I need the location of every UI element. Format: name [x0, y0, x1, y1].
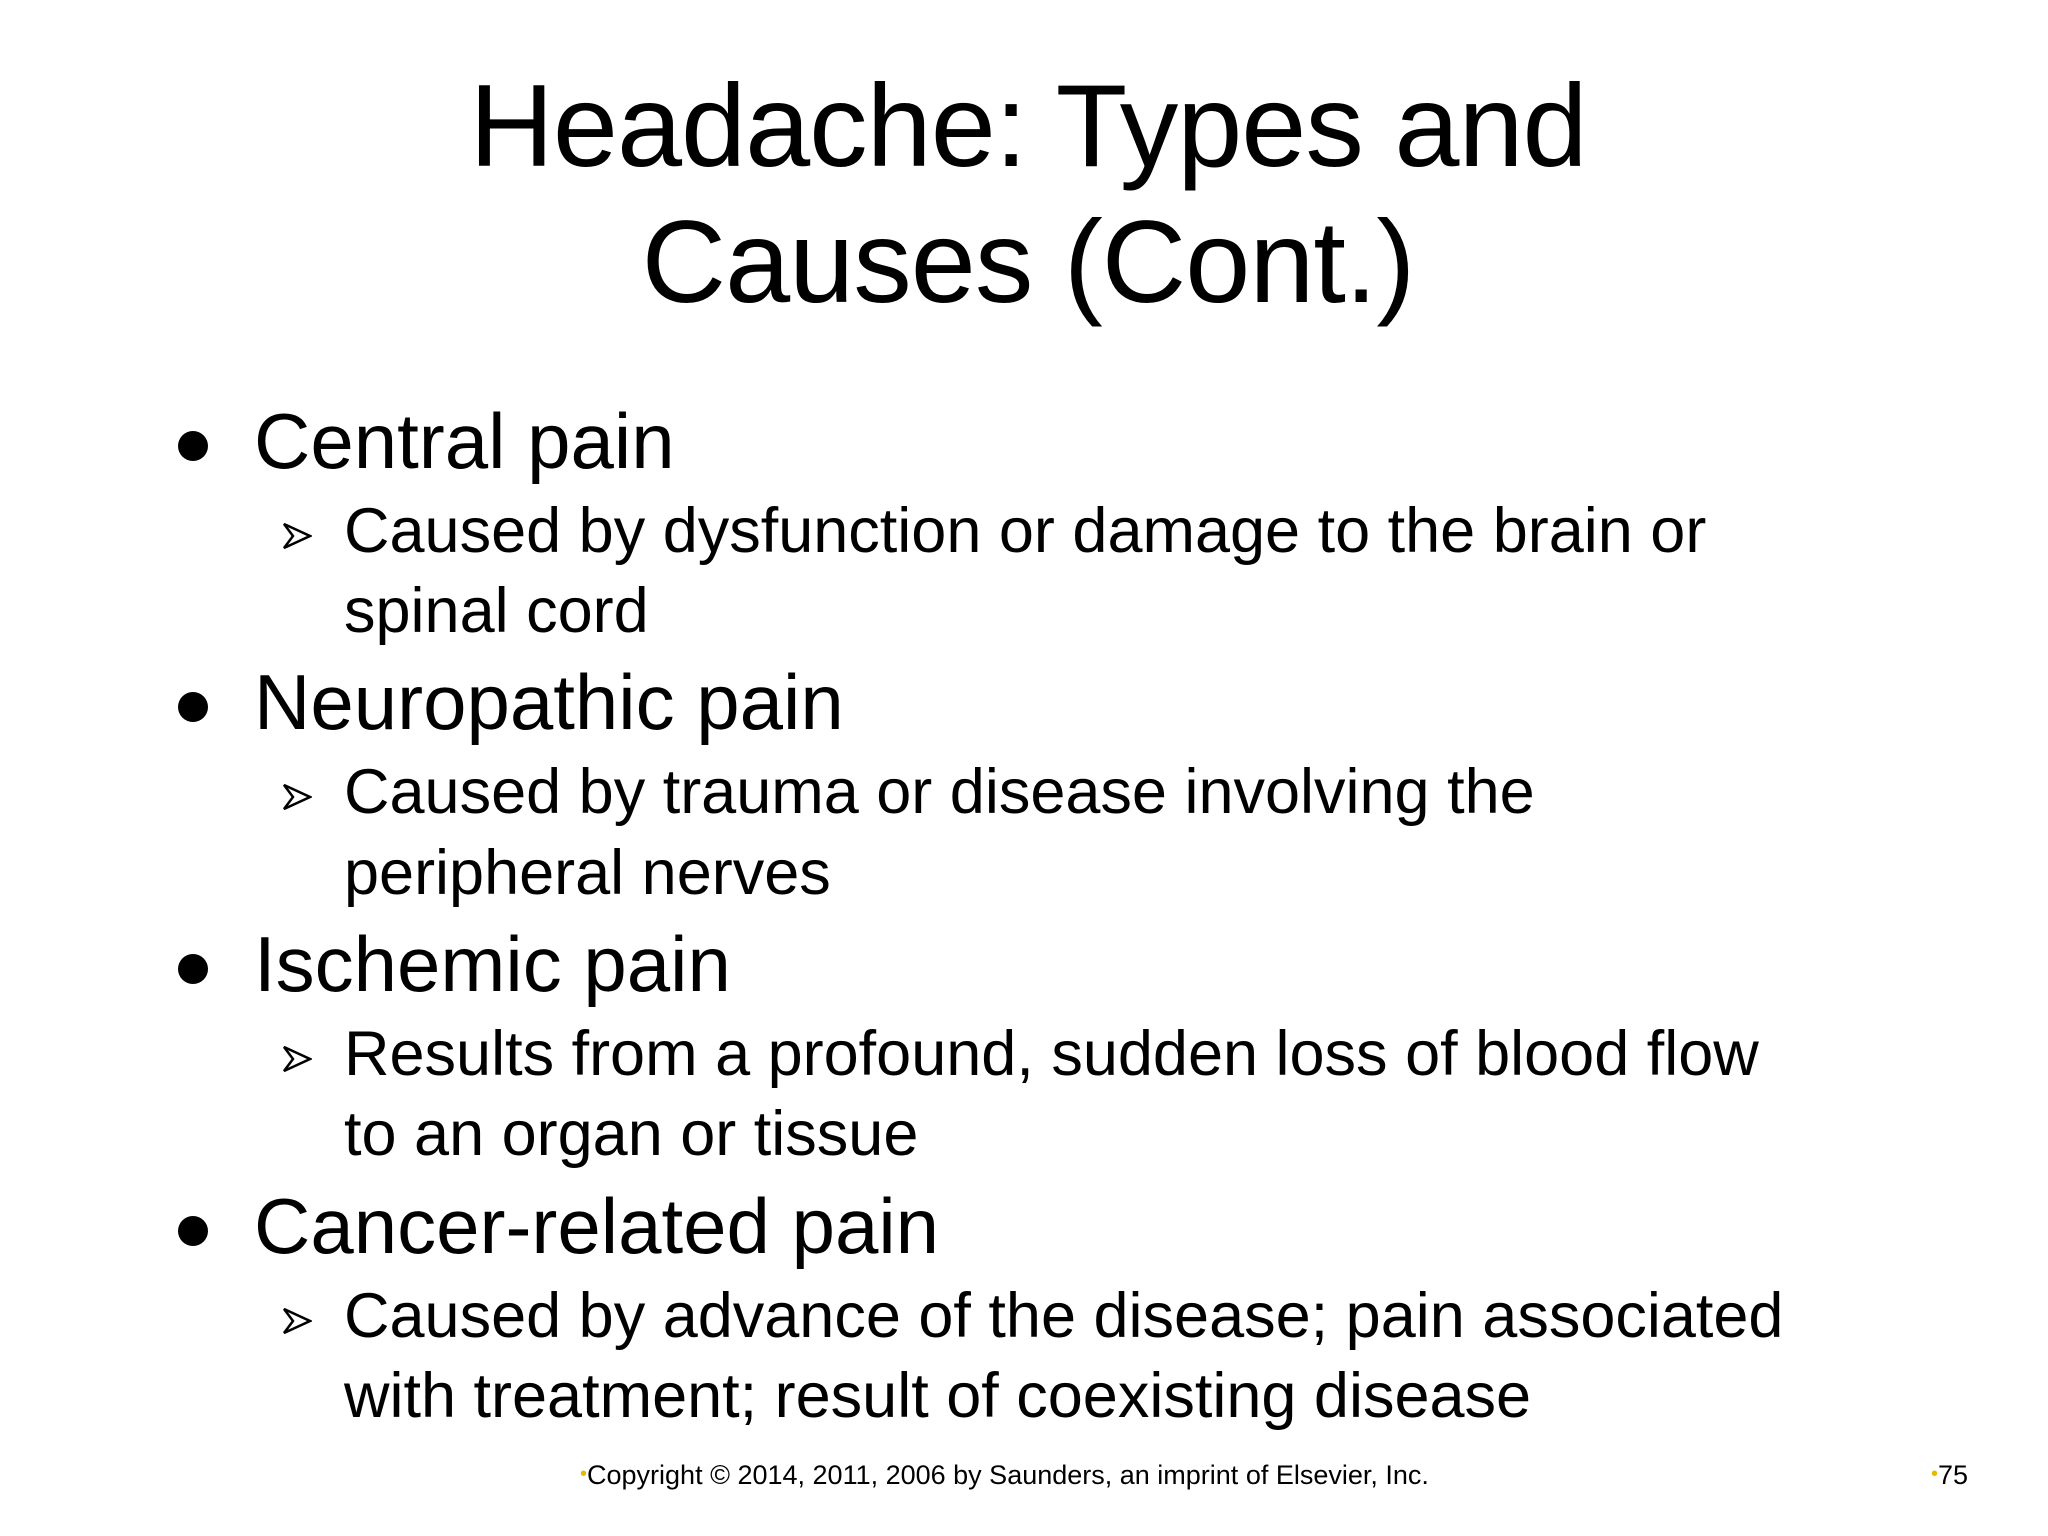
- sub-point-line: with treatment; result of coexisting disease: [344, 1361, 1532, 1431]
- arrowhead-bullet-icon: [282, 782, 312, 812]
- sub-point-line: spinal cord: [344, 576, 649, 646]
- copyright-footer: [580, 1457, 1429, 1492]
- bullet-heading-neuropathic-pain: Neuropathic pain: [254, 658, 844, 746]
- arrowhead-bullet-icon: [282, 521, 312, 551]
- bullet-dot-icon: [178, 954, 208, 984]
- bullet-heading-cancer-related-pain: Cancer-related pain: [254, 1182, 940, 1270]
- slide-title-line-2: Causes (Cont.): [641, 196, 1415, 327]
- page-number-footer: [1931, 1457, 1968, 1492]
- bullet-dot-icon: [178, 1216, 208, 1246]
- sub-point-line: Caused by trauma or disease involving the: [344, 757, 1535, 827]
- sub-point-line: Caused by advance of the disease; pain associated: [344, 1281, 1784, 1351]
- footer-dot-icon: •: [1931, 1463, 1939, 1485]
- page-number: 75: [1938, 1460, 1969, 1490]
- sub-point-line: peripheral nerves: [344, 838, 831, 908]
- footer-dot-icon: •: [580, 1463, 588, 1485]
- sub-point-line: to an organ or tissue: [344, 1099, 919, 1169]
- slide-title-line-1: Headache: Types and: [469, 60, 1587, 191]
- sub-point-line: Results from a profound, sudden loss of blood flow: [344, 1019, 1759, 1089]
- bullet-heading-central-pain: Central pain: [254, 397, 675, 485]
- copyright-text: Copyright © 2014, 2011, 2006 by Saunders, an imprint of Elsevier, Inc.: [587, 1460, 1429, 1490]
- bullet-dot-icon: [178, 431, 208, 461]
- bullet-heading-ischemic-pain: Ischemic pain: [254, 920, 731, 1008]
- arrowhead-bullet-icon: [282, 1044, 312, 1074]
- arrowhead-bullet-icon: [282, 1306, 312, 1336]
- bullet-dot-icon: [178, 692, 208, 722]
- sub-point-line: Caused by dysfunction or damage to the brain or: [344, 496, 1707, 566]
